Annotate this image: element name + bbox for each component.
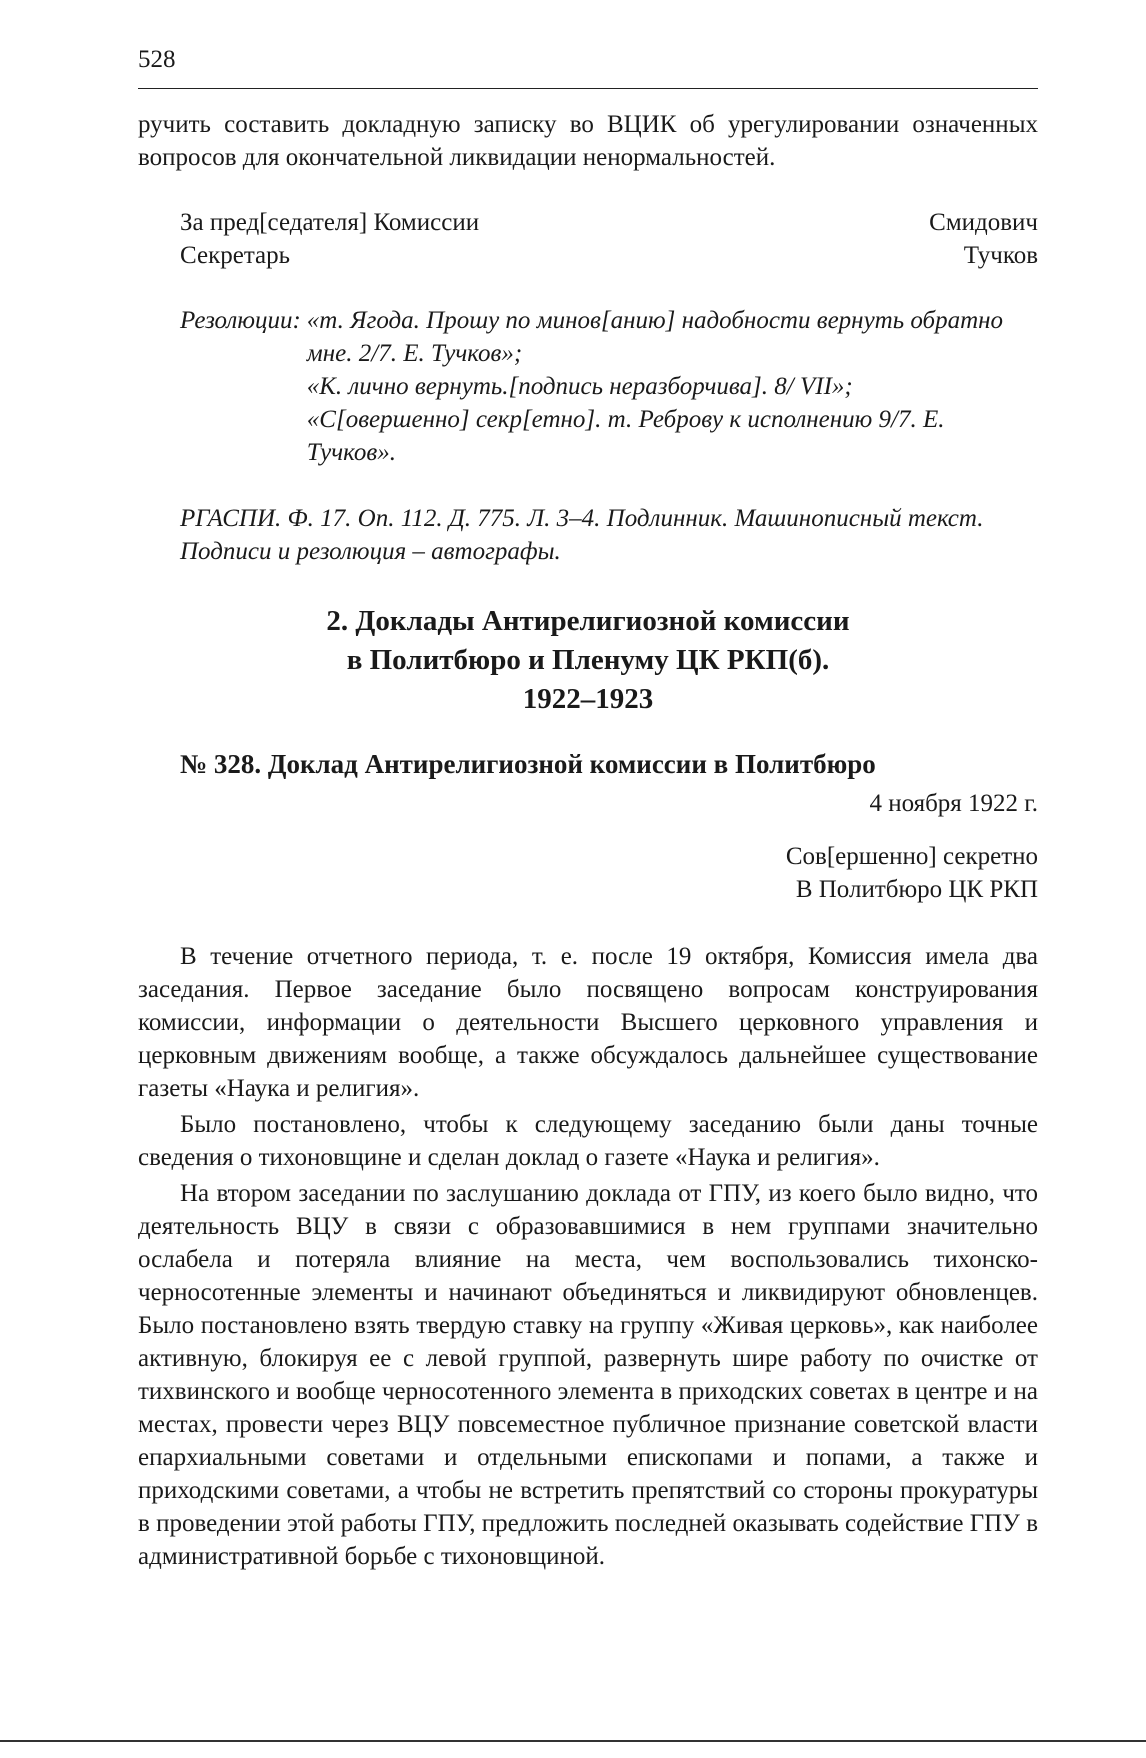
continued-paragraph: ручить составить докладную записку во ВЦИК об урегулировании означенных вопросов для окончательной ликвидации ненормальностей.	[138, 111, 1038, 171]
section-title-line: в Политбюро и Пленуму ЦК РКП(б).	[346, 644, 830, 676]
section-title	[138, 602, 1038, 719]
body-paragraph: На втором заседании по заслушанию доклада от ГПУ, из коего было видно, что деятельность ВЦУ в связи с образовавшимися в нем группами значительно ослабела и потеряла влияние на места, чем воспользовались тихонско-черносотенные элементы и начинают объединяться и ликвидируют обновленцев. Было постановлено взять твердую ставку на группу «Живая церковь», как наиболее активную, блокируя ее с левой группой, развернуть шире работу по очистке от тихвинского и вообще черносотенного элемента в приходских советах в центре и на местах, провести через ВЦУ повсеместное публичное признание советской власти епархиальными советами и отдельными епископами и попами, а также и приходскими советами, а чтобы не встретить препятствий со стороны прокуратуры в проведении этой работы ГПУ, предложить последней оказывать содействие ГПУ в административной борьбе с тихоновщиной.	[138, 1180, 1038, 1570]
header-rule	[138, 88, 1038, 89]
resolutions-list	[307, 304, 1038, 469]
signature-role: Секретарь	[180, 242, 291, 269]
scan-bottom-edge	[0, 1740, 1146, 1742]
document-date: 4 ноября 1922 г.	[869, 790, 1038, 817]
classification-stamp: Сов[ершенно] секретно	[785, 843, 1038, 870]
document-body	[138, 940, 1038, 1573]
signature-row-secretary	[180, 239, 1038, 272]
signature-row-chair	[180, 206, 1038, 239]
body-paragraph: В течение отчетного периода, т. е. после 19 октября, Комиссия имела два заседания. Первое заседание было посвящено вопросам конструирования комиссии, информации о деятельности Высшего церковного управления и церковным движениям вообще, а также обсуждалось дальнейшее существование газеты «Наука и религия».	[138, 943, 1038, 1102]
resolution-item: «К. лично вернуть.[подпись неразборчива]. 8/ VII»;	[306, 373, 853, 400]
signature-role: За пред[седателя] Комиссии	[180, 209, 480, 236]
resolutions-block	[180, 304, 1038, 469]
signature-name: Смидович	[929, 209, 1038, 236]
body-paragraph: Было постановлено, чтобы к следующему заседанию были даны точные сведения о тихоновщине и сделан доклад о газете «Наука и религия».	[138, 1111, 1038, 1171]
resolution-item: «т. Ягода. Прошу по минов[анию] надобности вернуть обратно мне. 2/7. Е. Тучков»;	[306, 307, 1004, 367]
document-title: № 328. Доклад Антирелигиозной комиссии в Политбюро	[180, 749, 876, 779]
section-title-years: 1922–1923	[522, 683, 654, 715]
resolution-item: «С[овершенно] секр[етно]. т. Реброву к исполнению 9/7. Е. Тучков».	[306, 406, 945, 466]
archive-source-note: РГАСПИ. Ф. 17. Оп. 112. Д. 775. Л. 3–4. Подлинник. Машинописный текст. Подписи и резолюция – автографы.	[180, 505, 984, 565]
page-number: 528	[138, 46, 176, 73]
resolutions-label: Резолюции:	[180, 307, 301, 334]
section-title-line: 2. Доклады Антирелигиозной комиссии	[326, 605, 850, 637]
document-header-block	[786, 840, 1038, 906]
signature-name: Тучков	[963, 242, 1038, 269]
addressee: В Политбюро ЦК РКП	[795, 876, 1038, 903]
